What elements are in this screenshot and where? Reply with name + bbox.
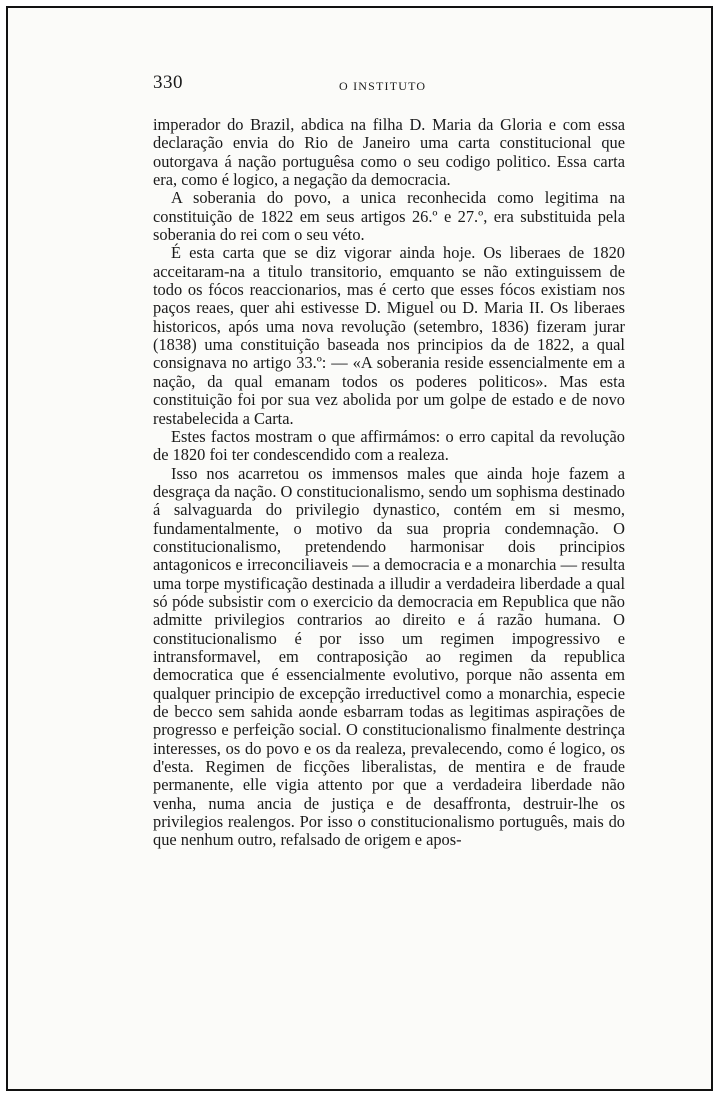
paragraph-5: Isso nos acarretou os immensos males que ainda hoje fazem a desgraça da nação. O constitucionalismo, sendo um sophisma destinado á salvaguarda do privilegio dynastico, contém em si mesmo, fundamentalmente, o motivo da sua propria condemnação. O constitucionalismo, pretendendo harmonisar dois principios antagonicos e irreconciliaveis — a democracia e a monarchia — resulta uma torpe mystificação destinada a illudir a verdadeira liberdade a qual só póde subsistir com o exercicio da democracia em Republica que não admitte privilegios contrarios ao direito e á razão humana. O constitucionalismo é por isso um regimen impogressivo e intransformavel, em contraposição ao regimen da republica democratica que é essencialmente evolutivo, porque não assenta em qualquer principio de excepção irreductivel como a monarchia, especie de becco sem sahida aonde esbarram todas as legitimas aspirações de progresso e perfeição social. O constitucionalismo finalmente destrinça interesses, os do povo e os da realeza, prevalecendo, como é logico, os d'esta. Regimen de ficções liberalistas, de mentira e de fraude permanente, elle vigia attento por que a verdadeira liberdade não venha, numa ancia de justiça e de desaffronta, destruir-lhe os privilegios realengos. Por isso o constitucionalismo português, mais do que nenhum outro, refalsado de origem e apos-	[153, 463, 625, 850]
paragraph-4: Estes factos mostram o que affirmámos: o erro capital da revolução de 1820 foi ter condescendido com a realeza.	[153, 426, 625, 465]
paragraph-2: A soberania do povo, a unica reconhecida como legitima na constituição de 1822 em seus artigos 26.º e 27.º, era substituida pela soberania do rei com o seu véto.	[153, 188, 625, 245]
page-number: 330	[153, 72, 183, 93]
body-text	[153, 116, 625, 850]
paragraph-1: imperador do Brazil, abdica na filha D. Maria da Gloria e com essa declaração envia do Rio de Janeiro uma carta constitucional que outorgava á nação portuguêsa como o seu codigo politico. Essa carta era, como é logico, a negação da democracia.	[153, 115, 625, 190]
paragraph-3: É esta carta que se diz vigorar ainda hoje. Os liberaes de 1820 acceitaram-na a titulo transitorio, emquanto se não extinguissem de todo os fócos reaccionarios, mas é certo que esses fócos existiam nos paços reaes, quer ahi estivesse D. Miguel ou D. Maria II. Os liberaes historicos, após uma nova revolução (setembro, 1836) fizeram jurar (1838) uma constituição baseada nos principios da de 1822, a qual consignava no artigo 33.º: — «A soberania reside essencialmente em a nação, da qual emanam todos os poderes politicos». Mas esta constituição foi por sua vez abolida por um golpe de estado e de novo restabelecida a Carta.	[153, 243, 625, 428]
running-head: O INSTITUTO	[339, 79, 427, 93]
